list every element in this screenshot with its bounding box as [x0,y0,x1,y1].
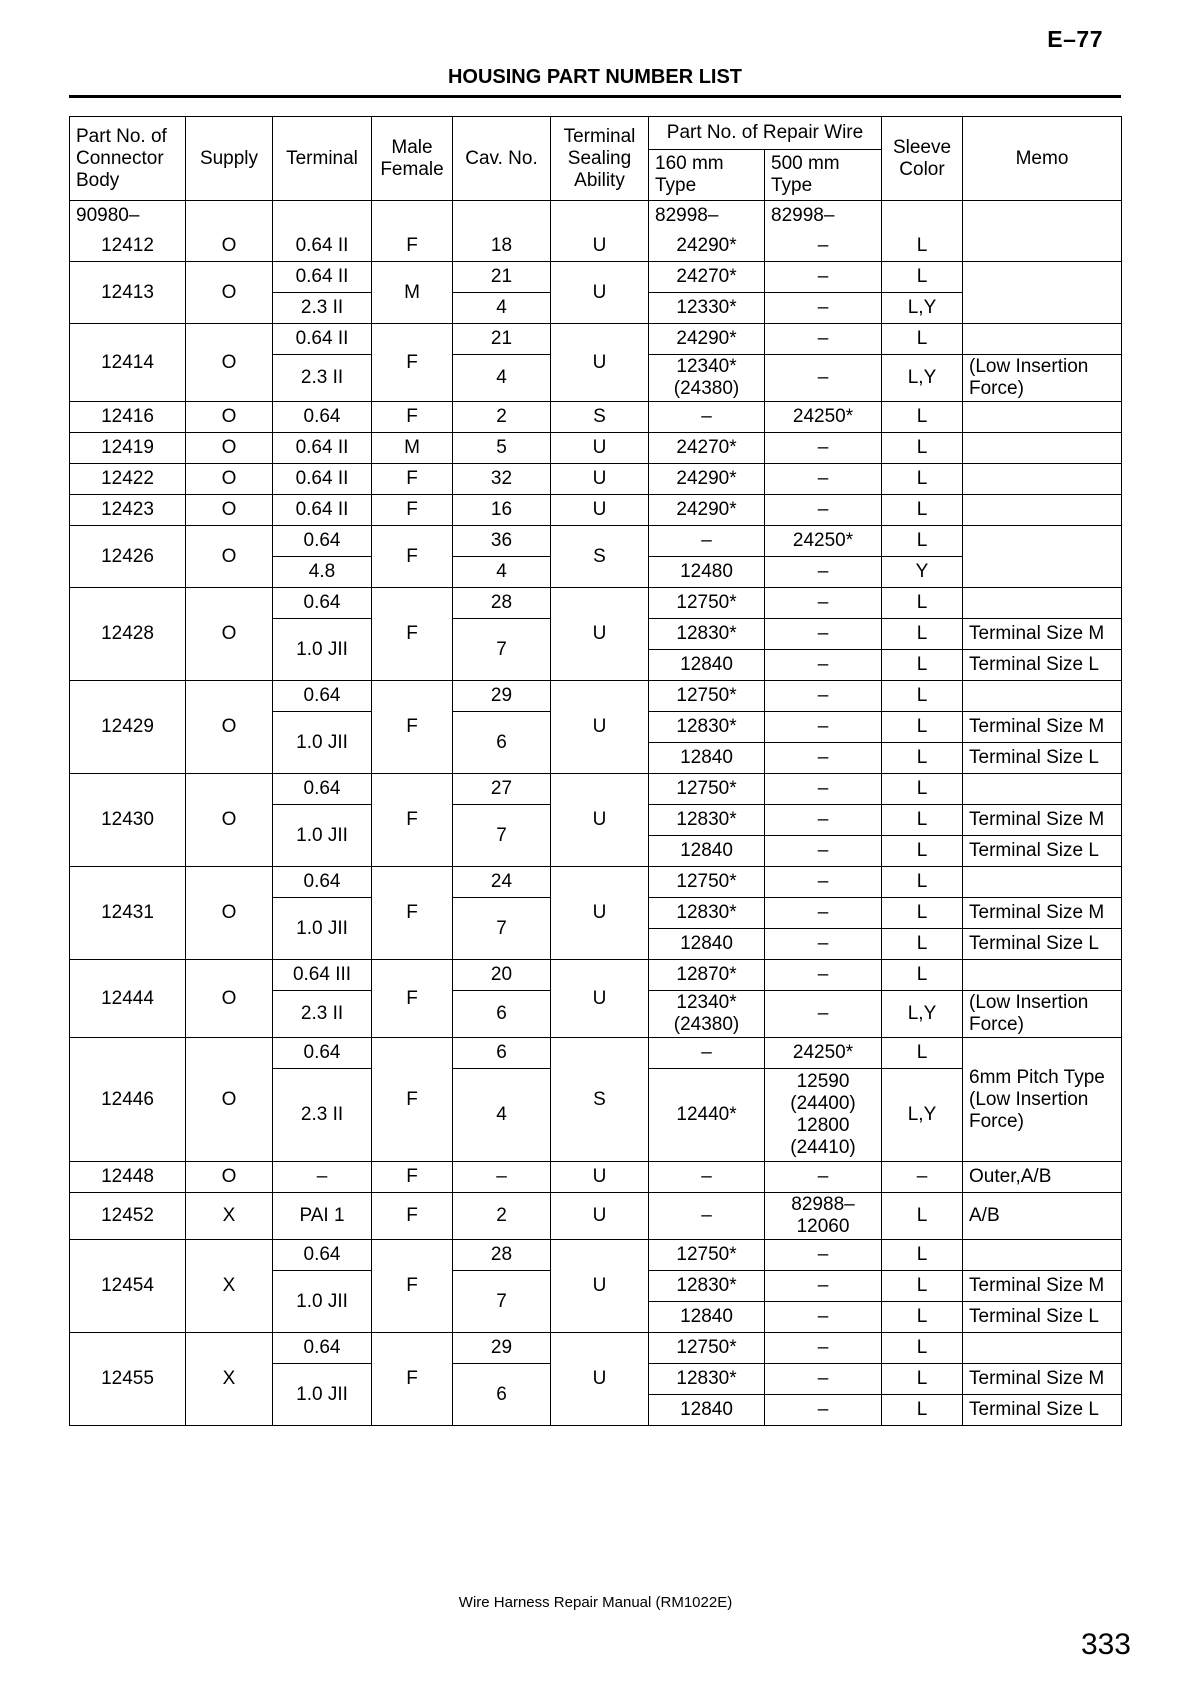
part-12429: 12429 [70,681,186,774]
table-row: 12840 – L Terminal Size L [70,1302,1122,1333]
table-row: 1.0 JII 7 12830* – L Terminal Size M [70,619,1122,650]
part-12412: 12412 [70,231,186,262]
table-row: 12426 O 0.64 F 36 S – 24250* L [70,526,1122,557]
table-row: 12840 – L Terminal Size L [70,836,1122,867]
part-12423: 12423 [70,495,186,526]
col-header-sleeve: Sleeve Color [882,117,963,201]
table-row: 12430 O 0.64 F 27 U 12750* – L [70,774,1122,805]
table-row: 12455 X 0.64 F 29 U 12750* – L [70,1333,1122,1364]
part-prefix: 90980– [70,201,186,232]
table-row: 1.0 JII 7 12830* – L Terminal Size M [70,1271,1122,1302]
table-row: 12412 24290* – [70,231,1122,262]
table-row: 12444 O 0.64 III F 20 U 12870* – L [70,960,1122,991]
part-12413: 12413 [70,262,186,324]
table-row: 12422 O 0.64 II F 32 U 24290* – L [70,464,1122,495]
table-row: 12428 O 0.64 F 28 U 12750* – L [70,588,1122,619]
part-12446: 12446 [70,1038,186,1162]
col-header-160mm: 160 mm Type [649,150,765,201]
col-header-terminal: Terminal [273,117,372,201]
table-row: 12419 O 0.64 II M 5 U 24270* – L [70,433,1122,464]
table-row: 12416 O 0.64 F 2 S – 24250* L [70,402,1122,433]
table-row: 12446 O 0.64 F 6 S – 24250* L 6mm Pitch Type (Low Insertion Force) [70,1038,1122,1069]
table-row: 12840 – L Terminal Size L [70,929,1122,960]
part-12414: 12414 [70,324,186,402]
w160-prefix: 82998– [649,201,765,232]
col-header-male-female: Male Female [372,117,453,201]
table-row: 12414 O 0.64 II F 21 U 24290* – L [70,324,1122,355]
col-header-cav-no: Cav. No. [453,117,551,201]
col-header-sealing: Terminal Sealing Ability [551,117,649,201]
table-row: 90980– O 0.64 II F 18 U 82998– 82998– L [70,201,1122,232]
table-row: 1.0 JII 6 12830* – L Terminal Size M [70,1364,1122,1395]
table-row: 12448 O – F – U – – – Outer,A/B [70,1162,1122,1193]
part-12454: 12454 [70,1240,186,1333]
part-12430: 12430 [70,774,186,867]
table-row: 4.8 4 12480 – Y [70,557,1122,588]
col-header-repair-wire: Part No. of Repair Wire [649,117,882,150]
part-12419: 12419 [70,433,186,464]
table-row: 12423 O 0.64 II F 16 U 24290* – L [70,495,1122,526]
table-row: 12431 O 0.64 F 24 U 12750* – L [70,867,1122,898]
part-12455: 12455 [70,1333,186,1426]
part-12428: 12428 [70,588,186,681]
part-12431: 12431 [70,867,186,960]
part-12448: 12448 [70,1162,186,1193]
table-row: 12840 – L Terminal Size L [70,743,1122,774]
table-row: 12452 X PAI 1 F 2 U – 82988– 12060 L A/B [70,1193,1122,1240]
w500-prefix: 82998– [765,201,882,232]
page-number: 333 [1080,1628,1131,1661]
col-header-memo: Memo [963,117,1122,201]
housing-part-table [69,116,1122,1426]
table-row: 12429 O 0.64 F 29 U 12750* – L [70,681,1122,712]
table-row: 12413 O 0.64 II M 21 U 24270* – L [70,262,1122,293]
table-row: 1.0 JII 7 12830* – L Terminal Size M [70,898,1122,929]
col-header-500mm: 500 mm Type [765,150,882,201]
footer-manual: Wire Harness Repair Manual (RM1022E) [458,1594,733,1611]
col-header-part-no: Part No. of Connector Body [70,117,186,201]
table-row: 2.3 II 4 12440* 12590 (24400) 12800 (24410) L,Y [70,1069,1122,1162]
page-title: HOUSING PART NUMBER LIST [447,66,743,88]
part-12416: 12416 [70,402,186,433]
table-row: 1.0 JII 6 12830* – L Terminal Size M [70,712,1122,743]
part-12444: 12444 [70,960,186,1038]
table-row: 2.3 II 6 12340* (24380) – L,Y (Low Insertion Force) [70,991,1122,1038]
section-code: E–77 [1047,26,1103,52]
table-row: 2.3 II 4 12330* – L,Y [70,293,1122,324]
part-12422: 12422 [70,464,186,495]
table-row: 1.0 JII 7 12830* – L Terminal Size M [70,805,1122,836]
part-12426: 12426 [70,526,186,588]
table-row: 2.3 II 4 12340* (24380) – L,Y (Low Insertion Force) [70,355,1122,402]
table-row: 12840 – L Terminal Size L [70,650,1122,681]
col-header-supply: Supply [186,117,273,201]
table-row: 12454 X 0.64 F 28 U 12750* – L [70,1240,1122,1271]
table-row: 12840 – L Terminal Size L [70,1395,1122,1426]
title-rule [69,95,1121,98]
part-12452: 12452 [70,1193,186,1240]
